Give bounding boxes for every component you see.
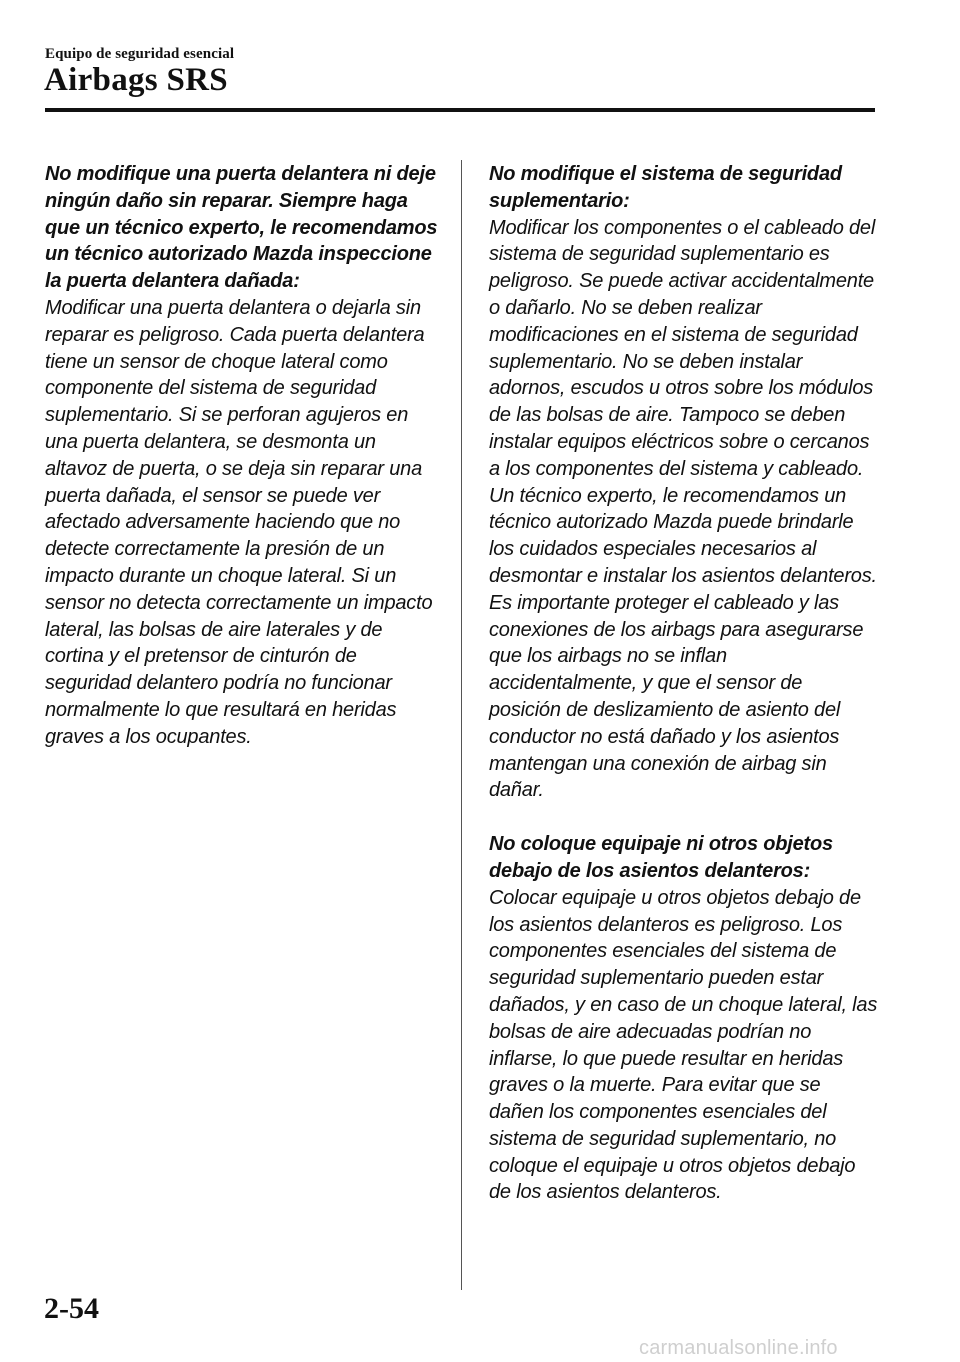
paragraph-gap bbox=[489, 804, 879, 831]
header-divider bbox=[45, 108, 875, 112]
warning-body-srs-modification: Modificar los componentes o el cableado del sistema de seguridad suplementario es peligroso. Se puede activar accidentalmente o dañarlo. No se deben realizar modificaciones en el sistema de seguridad suplementario. No se deben instalar adornos, escudos u otros sobre los módulos de las bolsas de aire. Tampoco se deben instalar equipos eléctricos sobre o cercanos a los componentes del sistema y cableado. Un técnico experto, le recomendamos un técnico autorizado Mazda puede brindarle los cuidados especiales necesarios al desmontar e instalar los asientos delanteros. Es importante proteger el cableado y las conexiones de los airbags para asegurarse que los airbags no se inflan accidentalmente, y que el sensor de posición de deslizamiento de asiento del conductor no está dañado y los asientos mantengan una conexión de airbag sin dañar. bbox=[489, 216, 877, 802]
warning-heading-front-door: No modifique una puerta delantera ni deje ningún daño sin reparar. Siempre haga que un técnico experto, le recomendamos un técnico autorizado Mazda inspeccione la puerta delantera dañada: bbox=[45, 163, 438, 293]
warning-heading-srs-modification: No modifique el sistema de seguridad suplementario: bbox=[489, 163, 842, 212]
warning-heading-luggage-under-seats: No coloque equipaje ni otros objetos debajo de los asientos delanteros: bbox=[489, 833, 833, 882]
warning-body-front-door: Modificar una puerta delantera o dejarla sin reparar es peligroso. Cada puerta delantera tiene un sensor de choque lateral como componente del sistema de seguridad suplementario. Si se perforan agujeros en una puerta delantera, se desmonta un altavoz de puerta, o se deja sin reparar una puerta dañada, el sensor se puede ver afectado adversamente haciendo que no detecte correctamente la presión de un impacto durante un choque lateral. Si un sensor no detecta correctamente un impacto lateral, las bolsas de aire laterales y de cortina y el pretensor de cinturón de seguridad delantero podría no funcionar normalmente lo que resultará en heridas graves a los ocupantes. bbox=[45, 296, 433, 748]
section-label: Equipo de seguridad esencial bbox=[45, 46, 235, 62]
warning-body-luggage-under-seats: Colocar equipaje u otros objetos debajo de los asientos delanteros es peligroso. Los componentes esenciales del sistema de seguridad suplementario pueden estar dañados, y en caso de un choque lateral, las bolsas de aire adecuadas podrían no inflarse, lo que puede resultar en heridas graves o la muerte. Para evitar que se dañen los componentes esenciales del sistema de seguridad suplementario, no coloque el equipaje u otros objetos debajo de los asientos delanteros. bbox=[489, 886, 878, 1204]
right-column bbox=[489, 161, 879, 1206]
page-title: Airbags SRS bbox=[44, 62, 228, 98]
column-divider bbox=[461, 160, 462, 1290]
left-column bbox=[45, 161, 443, 751]
watermark: carmanualsonline.info bbox=[639, 1337, 838, 1359]
page-number: 2-54 bbox=[44, 1292, 99, 1325]
